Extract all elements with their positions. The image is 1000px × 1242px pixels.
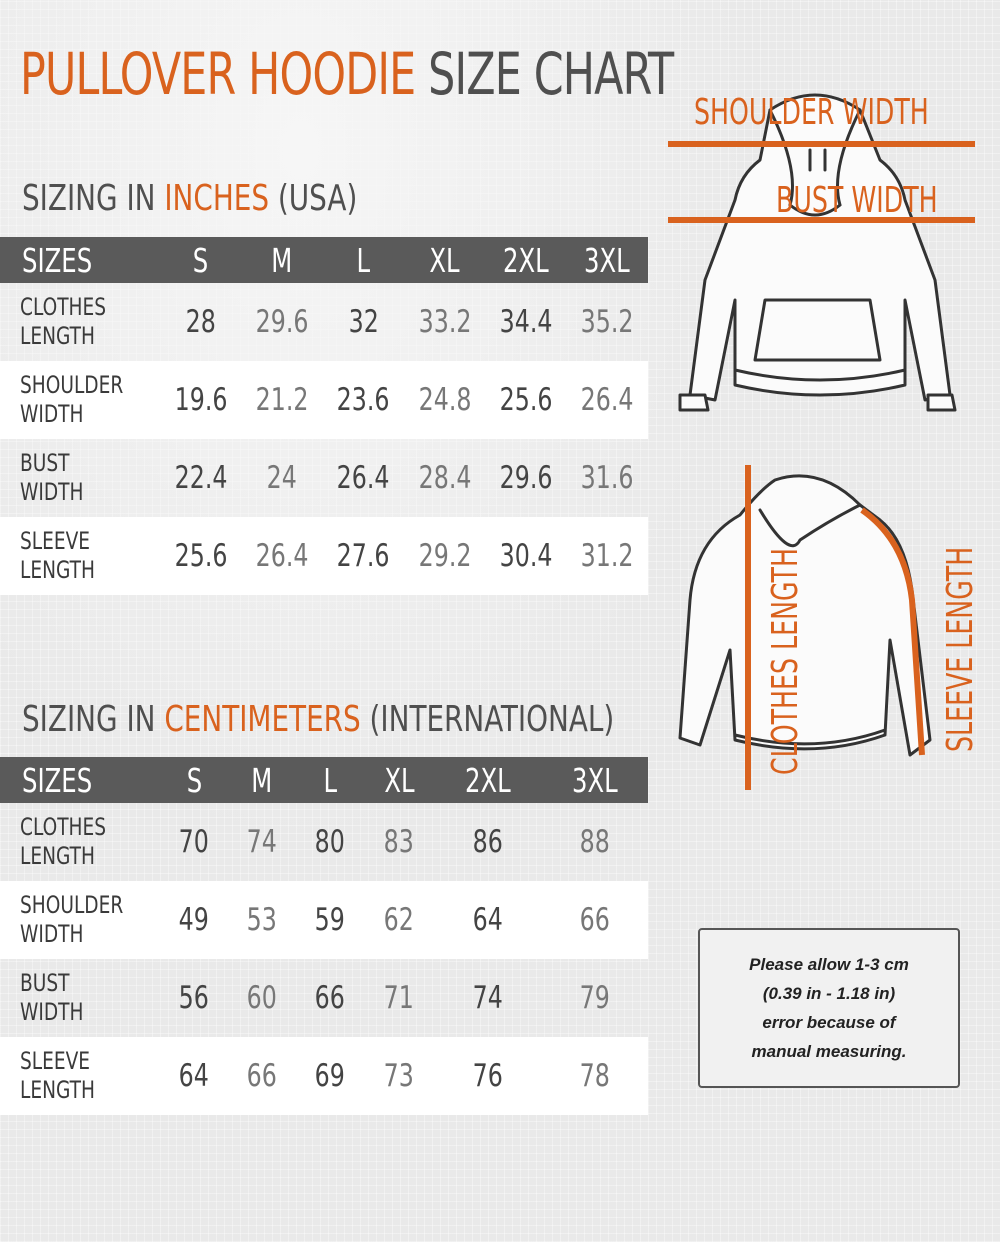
table-cell: 86 [472, 824, 503, 860]
column-header: L [296, 757, 364, 803]
table-cell: 62 [364, 881, 435, 959]
table-cell: 29.6 [255, 304, 309, 340]
column-header: XL [364, 757, 435, 803]
cm-heading-prefix: SIZING IN [22, 699, 165, 740]
column-header: S [160, 237, 241, 283]
row-label: CLOTHES LENGTH [20, 293, 107, 350]
cm-heading-suffix: (INTERNATIONAL) [360, 699, 615, 740]
table-cell: 24 [266, 460, 298, 496]
table-cell: 76 [434, 1037, 541, 1115]
row-label: CLOTHES LENGTH [20, 813, 107, 870]
page-title [20, 40, 673, 108]
table-row [0, 959, 648, 1037]
inches-heading-suffix: (USA) [269, 178, 358, 219]
row-label: BUST WIDTH [20, 969, 84, 1026]
table-cell: 23.6 [323, 361, 404, 439]
table-row [0, 439, 648, 517]
table-cell: 26.4 [336, 460, 390, 496]
table-cell: 28.4 [418, 460, 472, 496]
inches-heading [22, 178, 357, 219]
table-cell: 60 [246, 980, 277, 1016]
table-cell: 53 [228, 881, 296, 959]
inches-heading-prefix: SIZING IN [22, 178, 165, 219]
sleeve-length-label: SLEEVE LENGTH [940, 546, 981, 752]
table-cell: 27.6 [323, 517, 404, 595]
table-cell: 74 [472, 980, 503, 1016]
column-header: 2XL [485, 237, 566, 283]
table-cell: 25.6 [160, 517, 241, 595]
row-label: SLEEVE LENGTH [0, 517, 160, 595]
table-cell: 33.2 [418, 304, 472, 340]
cm-heading-highlight: CENTIMETERS [164, 699, 361, 740]
shoulder-width-label: SHOULDER WIDTH [694, 92, 929, 133]
table-cell: 30.4 [485, 517, 566, 595]
table-cell: 71 [384, 980, 415, 1016]
table-cell: 29.2 [404, 517, 485, 595]
column-header: L [323, 237, 404, 283]
table-cell: 64 [434, 881, 541, 959]
column-header: M [228, 757, 296, 803]
centimeters-size-table [0, 757, 648, 1115]
measurement-note [698, 928, 960, 1088]
table-cell: 26.4 [567, 361, 648, 439]
column-header: SIZES [0, 237, 160, 283]
table-cell: 59 [296, 881, 364, 959]
table-cell: 66 [541, 881, 648, 959]
table-cell: 49 [160, 881, 228, 959]
column-header: S [160, 757, 228, 803]
table-cell: 32 [348, 304, 379, 340]
title-highlight: PULLOVER HOODIE [20, 40, 416, 108]
table-cell: 66 [228, 1037, 296, 1115]
table-cell: 24.8 [404, 361, 485, 439]
table-row [0, 1037, 648, 1115]
table-cell: 34.4 [499, 304, 553, 340]
table-cell: 79 [579, 980, 610, 1016]
column-header: 3XL [567, 237, 648, 283]
row-label: SHOULDER WIDTH [0, 881, 160, 959]
table-row [0, 283, 648, 361]
table-cell: 21.2 [241, 361, 322, 439]
note-line: manual measuring. [751, 1042, 907, 1061]
table-cell: 69 [296, 1037, 364, 1115]
table-cell: 26.4 [241, 517, 322, 595]
title-rest: SIZE CHART [428, 40, 674, 108]
note-line: error because of [762, 1013, 896, 1032]
row-label: SHOULDER WIDTH [0, 361, 160, 439]
table-cell: 78 [541, 1037, 648, 1115]
table-row [0, 881, 648, 959]
column-header: 2XL [434, 757, 541, 803]
column-header: M [241, 237, 322, 283]
table-cell: 88 [579, 824, 610, 860]
table-cell: 80 [314, 824, 345, 860]
table-row [0, 361, 648, 439]
column-header: 3XL [541, 757, 648, 803]
bust-width-label: BUST WIDTH [776, 180, 938, 221]
table-cell: 64 [160, 1037, 228, 1115]
column-header: SIZES [0, 757, 160, 803]
table-cell: 31.6 [580, 460, 634, 496]
table-cell: 28 [185, 304, 216, 340]
row-label: BUST WIDTH [20, 449, 84, 506]
table-row [0, 803, 648, 881]
row-label: SLEEVE LENGTH [0, 1037, 160, 1115]
note-line: Please allow 1-3 cm [749, 955, 909, 974]
table-cell: 35.2 [580, 304, 634, 340]
table-cell: 56 [178, 980, 210, 1016]
table-cell: 22.4 [174, 460, 228, 496]
centimeters-heading [22, 699, 614, 740]
note-line: (0.39 in - 1.18 in) [762, 984, 896, 1003]
table-cell: 83 [384, 824, 415, 860]
clothes-length-label: CLOTHES LENGTH [765, 548, 806, 775]
inches-heading-highlight: INCHES [164, 178, 270, 219]
inches-size-table [0, 237, 648, 595]
table-cell: 31.2 [567, 517, 648, 595]
table-cell: 70 [178, 824, 210, 860]
table-cell: 66 [314, 980, 345, 1016]
table-cell: 25.6 [485, 361, 566, 439]
table-header-row [0, 237, 648, 283]
table-cell: 29.6 [499, 460, 553, 496]
table-header-row [0, 757, 648, 803]
table-cell: 74 [246, 824, 277, 860]
table-row [0, 517, 648, 595]
table-cell: 73 [364, 1037, 435, 1115]
column-header: XL [404, 237, 485, 283]
table-cell: 19.6 [160, 361, 241, 439]
